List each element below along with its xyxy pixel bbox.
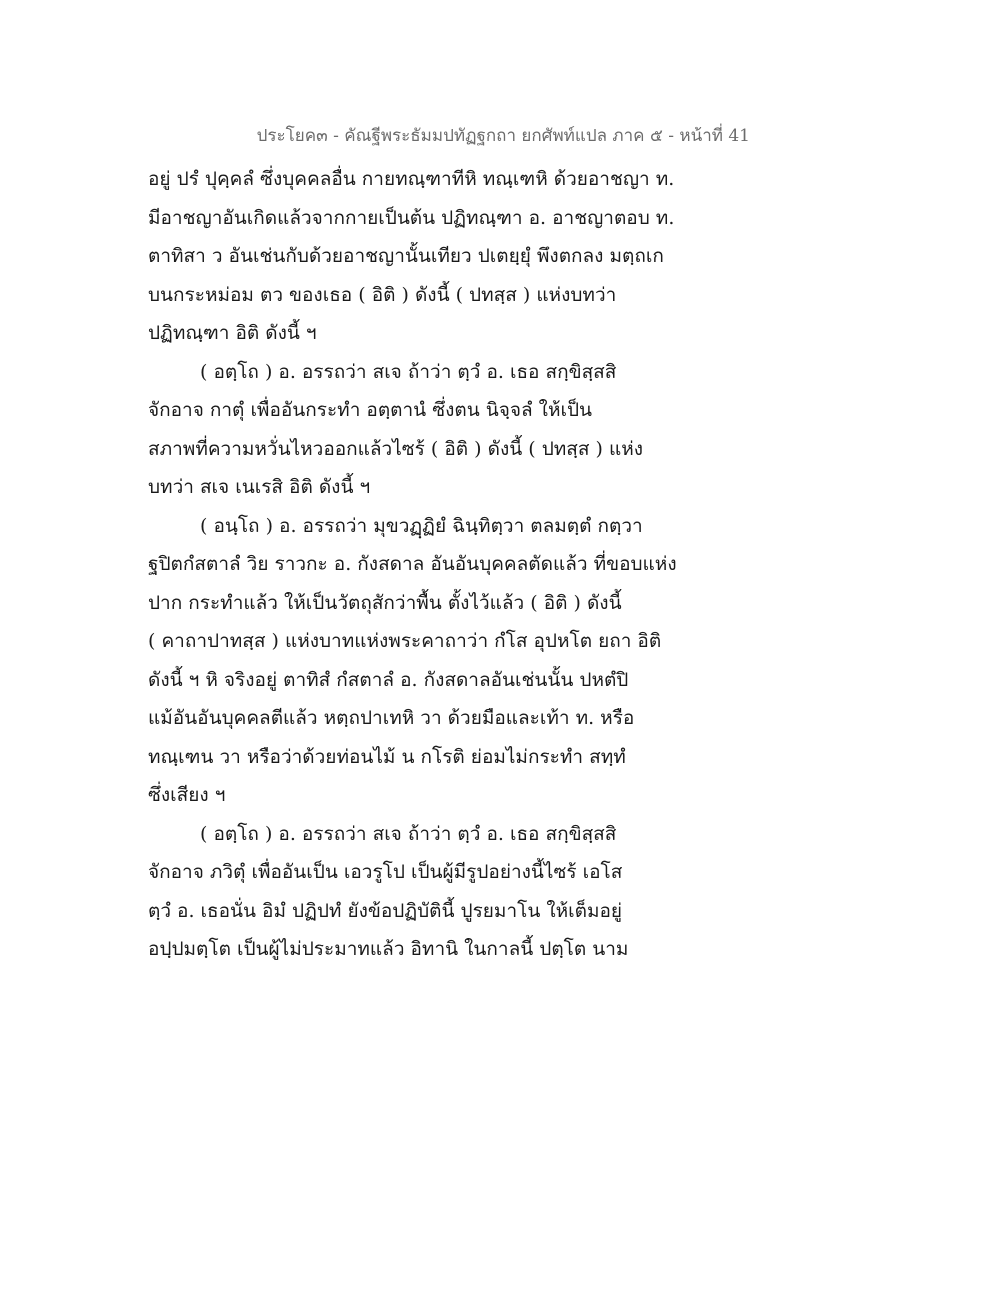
text-line: ตาทิสา ว อันเช่นกับด้วยอาชญานั้นเทียว ปเตยฺยุํ พึงตกลง มตฺถเก <box>148 245 664 267</box>
running-header: ประโยค๓ - คัณฐีพระธัมมปทัฏฐกถา ยกศัพท์แปล ภาค ๕ - หน้าที่ 41 <box>256 126 750 146</box>
paragraph-start-line: ( อนฺโถ ) อ. อรรถว่า มุขวฏฺฏิยํ ฉินฺทิตฺวา ตลมตฺตํ กตฺวา <box>200 514 643 537</box>
text-line: แม้อันอันบุคคลตีแล้ว หตฺถปาเทหิ วา ด้วยมือและเท้า ท. หรือ <box>148 707 635 729</box>
text-line: ( คาถาปาทสฺส ) แห่งบาทแห่งพระคาถาว่า กํโส อุปหโต ยถา อิติ <box>148 630 662 652</box>
text-line: สภาพที่ความหวั่นไหวออกแล้วไซร้ ( อิติ ) ดังนี้ ( ปทสฺส ) แห่ง <box>148 437 644 460</box>
text-line: ปาก กระทำแล้ว ให้เป็นวัตถุสักว่าพื้น ตั้งไว้แล้ว ( อิติ ) ดังนี้ <box>148 591 622 614</box>
text-line: ดังนี้ ฯ หิ จริงอยู่ ตาทิสํ กํสตาลํ อ. กังสดาลอันเช่นนั้น ปหตํปิ <box>148 668 629 691</box>
text-line: ทณฺเฑน วา หรือว่าด้วยท่อนไม้ น กโรติ ย่อมไม่กระทำ สทฺทํ <box>148 745 626 768</box>
text-line: ฐปิตกํสตาลํ วิย ราวกะ อ. กังสดาล อันอันบุคคลตัดแล้ว ที่ขอบแห่ง <box>148 553 677 575</box>
body-text <box>148 160 848 969</box>
text-line: บนกระหม่อม ตว ของเธอ ( อิติ ) ดังนี้ ( ปทสฺส ) แห่งบทว่า <box>148 283 617 306</box>
text-line: บทว่า สเจ เนเรสิ อิติ ดังนี้ ฯ <box>148 476 371 498</box>
text-line: จักอาจ กาตุํ เพื่ออันกระทำ อตฺตานํ ซึ่งตน นิจฺจลํ ให้เป็น <box>148 399 593 421</box>
paragraph-start-line: ( อตฺโถ ) อ. อรรถว่า สเจ ถ้าว่า ตฺวํ อ. เธอ สกฺขิสฺสสิ <box>200 822 617 845</box>
text-line: จักอาจ ภวิตุํ เพื่ออันเป็น เอวรูโป เป็นผู้มีรูปอย่างนี้ไซร้ เอโส <box>148 861 623 883</box>
text-line: ซึ่งเสียง ฯ <box>148 784 226 806</box>
paragraph-start-line: ( อตฺโถ ) อ. อรรถว่า สเจ ถ้าว่า ตฺวํ อ. เธอ สกฺขิสฺสสิ <box>200 360 617 383</box>
text-line: ปฏิทณฺฑา อิติ ดังนี้ ฯ <box>148 322 317 344</box>
text-line: อยู่ ปรํ ปุคฺคลํ ซึ่งบุคคลอื่น กายทณฺฑาทีหิ ทณฺเฑหิ ด้วยอาชญา ท. <box>148 168 675 190</box>
text-line: อปฺปมตฺโต เป็นผู้ไม่ประมาทแล้ว อิทานิ ในกาลนี้ ปตฺโต นาม <box>148 938 629 960</box>
text-line: ตฺวํ อ. เธอนั่น อิมํ ปฏิปทํ ยังข้อปฏิบัตินี้ ปูรยมาโน ให้เต็มอยู่ <box>148 899 623 922</box>
text-line: มีอาชญาอันเกิดแล้วจากกายเป็นต้น ปฏิทณฺฑา อ. อาชญาตอบ ท. <box>148 206 675 229</box>
